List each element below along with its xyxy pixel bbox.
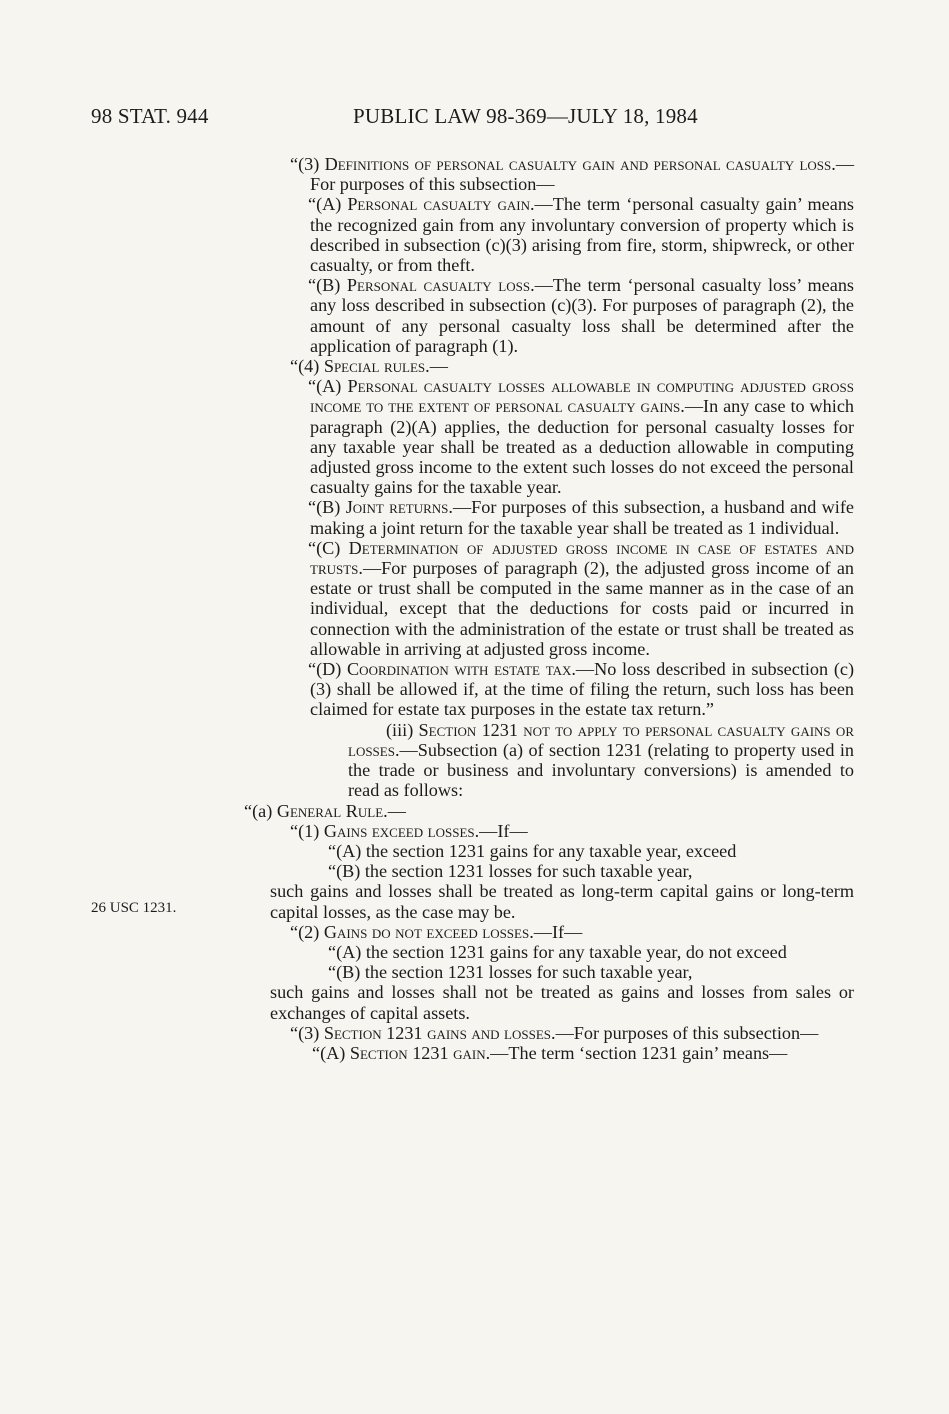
paragraph-heading: Section 1231 not to apply to personal casualty gains or losses [348, 719, 854, 760]
paragraph-3-section-1231-gains: “(3) Section 1231 gains and losses.—For purposes of this subsection— [290, 1022, 819, 1043]
subsection-a-general-rule: “(a) General Rule.— [244, 800, 406, 821]
paragraph-4-special-rules: “(4) Special rules.— [290, 356, 448, 377]
paragraph-heading: Special rules [323, 356, 426, 377]
paragraph-heading: Section 1231 gain [349, 1042, 486, 1063]
paragraph-heading: Personal casualty gain [347, 194, 530, 215]
paragraph-1-item-a: “(A) the section 1231 gains for any taxable year, exceed [328, 840, 737, 861]
paragraph-heading: Personal casualty loss [346, 275, 531, 296]
running-header: PUBLIC LAW 98-369—JULY 18, 1984 [353, 104, 698, 128]
paragraph-2-conclusion: such gains and losses shall not be treated as gains and losses from sales or exchanges of capital assets. [270, 982, 854, 1023]
statute-page-number: 98 STAT. 944 [91, 104, 209, 128]
paragraph-1-conclusion: such gains and losses shall be treated as long-term capital gains or long-term capital losses, as the case may be. [270, 881, 854, 922]
clause-iii-section-1231: (iii) Section 1231 not to apply to personal casualty gains or losses.—Subsection (a) of section 1231 (relating to property used in the trade or business and involuntary conversions) is amended to read as follows: [348, 719, 854, 801]
paragraph-2-item-b: “(B) the section 1231 losses for such taxable year, [328, 962, 693, 983]
subparagraph-b-personal-casualty-loss: “(B) Personal casualty loss.—The term ‘personal casualty loss’ means any loss described in subsection (c)(3). For purposes of paragraph (2), the amount of any personal casualty loss shall be determined after the application of paragraph (1). [308, 275, 855, 356]
paragraph-heading: General Rule [276, 800, 384, 821]
statute-text [244, 154, 855, 1063]
paragraph-2-item-a: “(A) the section 1231 gains for any taxable year, do not exceed [328, 941, 787, 962]
subparagraph-a-section-1231-gain: “(A) Section 1231 gain.—The term ‘section 1231 gain’ means— [312, 1042, 788, 1063]
margin-citation: 26 USC 1231. [91, 900, 177, 916]
paragraph-heading: Personal casualty losses allowable in computing adjusted gross income to the extent of personal casualty gains [310, 376, 854, 417]
subparagraph-c-estates-and-trusts: “(C) Determination of adjusted gross income in case of estates and trusts.—For purposes of paragraph (2), the adjusted gross income of an estate or trust shall be computed in the same manner as in the case of an individual, except that the deductions for costs paid or incurred in connection with the administration of the estate or trust shall be treated as allowable in arriving at adjusted gross income. [308, 537, 854, 659]
subparagraph-a-personal-casualty-gain: “(A) Personal casualty gain.—The term ‘personal casualty gain’ means the recognized gain from any involuntary conversion of property which is described in subsection (c)(3) arising from fire, storm, shipwreck, or other casualty, or from theft. [308, 194, 854, 276]
subparagraph-d-estate-tax: “(D) Coordination with estate tax.—No loss described in subsection (c)(3) shall be allowed if, at the time of filing the return, such loss has been claimed for estate tax purposes in the estate tax return.” [308, 659, 854, 720]
subparagraph-b-joint-returns: “(B) Joint returns.—For purposes of this subsection, a husband and wife making a joint return for the taxable year shall be treated as 1 individual. [308, 497, 854, 538]
paragraph-heading: Determination of adjusted gross income in case of estates and trusts [310, 537, 854, 579]
subparagraph-a-personal-casualty-losses: “(A) Personal casualty losses allowable in computing adjusted gross income to the extent of personal casualty gains.—In any case to which paragraph (2)(A) applies, the deduction for personal casualty losses for any taxable year shall be treated as a deduction allowable in computing adjusted gross income to the extent such losses do not exceed the personal casualty gains for the taxable year. [308, 376, 854, 498]
paragraph-heading: Section 1231 gains and losses [323, 1022, 552, 1043]
paragraph-2-gains-do-not-exceed: “(2) Gains do not exceed losses.—If— [290, 921, 583, 942]
paragraph-heading: Gains do not exceed losses [323, 921, 530, 942]
paragraph-heading: Coordination with estate tax [347, 659, 572, 680]
paragraph-1-gains-exceed-losses: “(1) Gains exceed losses.—If— [290, 820, 528, 841]
paragraph-heading: Definitions of personal casualty gain and personal casualty loss [324, 154, 832, 174]
paragraph-1-item-b: “(B) the section 1231 losses for such taxable year, [328, 861, 693, 882]
paragraph-heading: Joint returns [345, 497, 449, 518]
paragraph-heading: Gains exceed losses [323, 820, 475, 841]
paragraph-3-definitions: “(3) Definitions of personal casualty gain and personal casualty loss.—For purposes of this subsection— [290, 154, 854, 195]
